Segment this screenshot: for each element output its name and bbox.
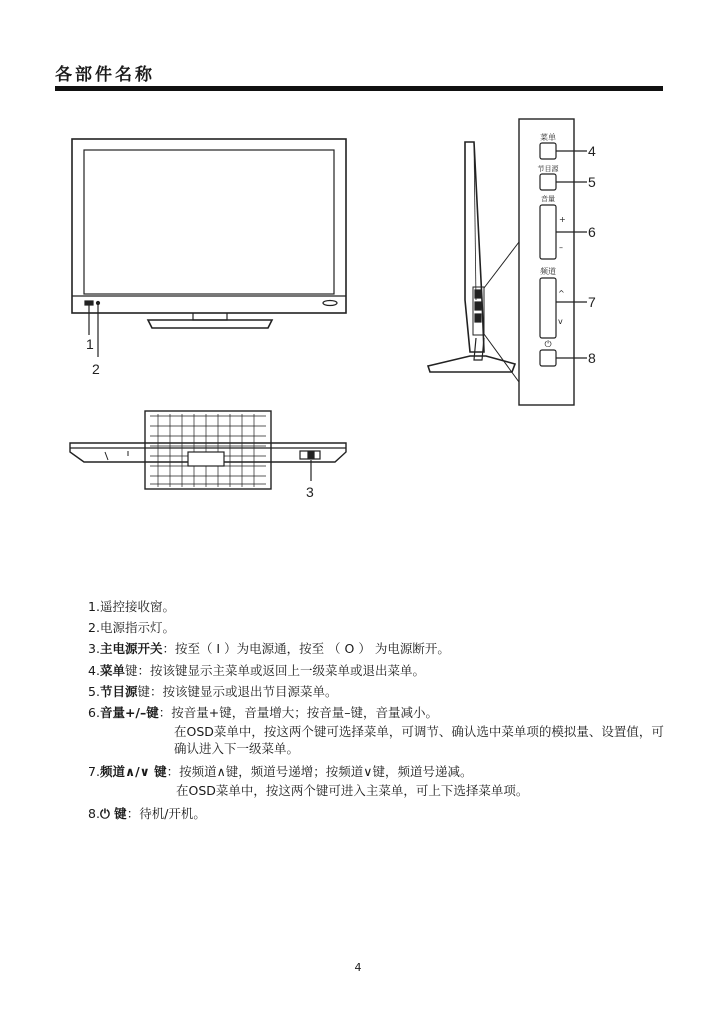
list-item: 2.电源指示灯。 [88, 620, 175, 636]
list-item: 6.音量+/–键：按音量+键，音量增大；按音量–键，音量减小。 [88, 704, 438, 720]
list-item: 5.节目源键：按该键显示或退出节目源菜单。 [88, 683, 338, 699]
page-title: 各部件名称 [55, 65, 155, 85]
page-number: 4 [354, 961, 362, 974]
source-key [540, 174, 556, 190]
menu-key [540, 143, 556, 159]
source-key-label: 节目源 [537, 165, 559, 173]
brand-logo [323, 301, 337, 306]
volume-minus-mark: – [559, 243, 563, 252]
callout-7: 7 [588, 294, 596, 310]
menu-key-label: 菜单 [540, 133, 556, 142]
list-item-note: 在OSD菜单中，按这两个键可进入主菜单，可上下选择菜单项。 [176, 783, 529, 799]
list-item: 3.主电源开关：按至（ I ）为电源通，按至 （ O ） 为电源断开。 [88, 641, 450, 657]
list-item: 8.⏻ 键：待机/开机。 [88, 806, 206, 822]
tv-bottom-view [70, 411, 346, 489]
list-item: 1.遥控接收窗。 [88, 599, 175, 614]
channel-key [540, 278, 556, 338]
callout-1: 1 [86, 336, 94, 352]
callout-6: 6 [588, 224, 596, 240]
power-indicator-led [97, 302, 100, 305]
callout-5: 5 [588, 174, 596, 190]
tv-side-view [428, 142, 519, 382]
volume-key-label: 音量 [541, 195, 555, 203]
ir-receiver-window [85, 301, 93, 305]
channel-key-label: 频道 [540, 267, 556, 276]
volume-plus-mark: + [559, 215, 566, 224]
callout-4: 4 [588, 143, 596, 159]
channel-down-mark: v [558, 317, 563, 326]
parts-description-list [88, 596, 688, 825]
power-symbol-icon: ⏻ [544, 340, 552, 350]
list-item-note: 在OSD菜单中，按这两个键可选择菜单，可调节、确认选中菜单项的模拟量、设置值，可确认进入下一级菜单。 [174, 724, 664, 757]
power-key [540, 350, 556, 366]
callout-3: 3 [306, 484, 314, 500]
list-item: 4.菜单键：按该键显示主菜单或返回上一级菜单或退出菜单。 [88, 662, 425, 678]
side-control-panel [519, 119, 587, 405]
tv-front-view [72, 139, 346, 357]
callout-8: 8 [588, 350, 596, 366]
volume-key [540, 205, 556, 259]
channel-up-mark: ^ [558, 289, 565, 298]
list-item: 7.频道∧/∨ 键：按频道∧键，频道号递增；按频道∨键，频道号递减。 [88, 764, 473, 780]
callout-2: 2 [92, 361, 100, 377]
